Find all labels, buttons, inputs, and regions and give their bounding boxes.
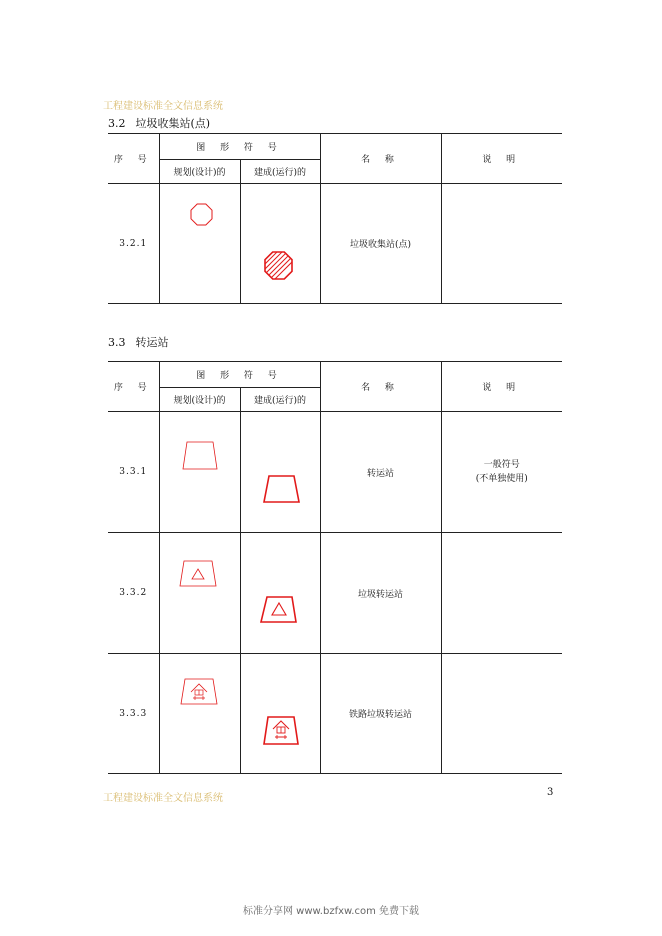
header-graphic-symbol: 图 形 符 号 bbox=[159, 134, 320, 160]
built-symbol-cell bbox=[240, 533, 320, 654]
row-note bbox=[441, 533, 562, 654]
page-number: 3 bbox=[547, 787, 554, 798]
header-planned: 规划(设计)的 bbox=[159, 388, 240, 412]
table-row bbox=[108, 412, 562, 533]
section-3-2-title bbox=[108, 115, 210, 131]
planned-symbol-cell bbox=[159, 654, 240, 774]
section-3-3-title bbox=[108, 334, 169, 350]
row-name: 垃圾收集站(点) bbox=[320, 184, 441, 304]
row-seq: 3.3.1 bbox=[108, 412, 159, 533]
header-seq: 序 号 bbox=[108, 362, 159, 412]
row-name: 转运站 bbox=[320, 412, 441, 533]
row-name: 铁路垃圾转运站 bbox=[320, 654, 441, 774]
header-note: 说 明 bbox=[441, 134, 562, 184]
header-built: 建成(运行)的 bbox=[240, 388, 320, 412]
trapezoid-triangle-bold-icon bbox=[241, 533, 321, 654]
section-title-text: 垃圾收集站(点) bbox=[135, 117, 211, 130]
row-seq: 3.3.2 bbox=[108, 533, 159, 654]
planned-symbol-cell bbox=[159, 533, 240, 654]
railway-trapezoid-outline-icon bbox=[160, 654, 241, 774]
row-seq: 3.3.3 bbox=[108, 654, 159, 774]
header-name: 名 称 bbox=[320, 134, 441, 184]
trapezoid-bold-icon bbox=[241, 412, 321, 533]
built-symbol-cell bbox=[240, 184, 320, 304]
built-symbol-cell bbox=[240, 654, 320, 774]
table-row bbox=[108, 184, 562, 304]
watermark-top: 工程建设标准全文信息系统 bbox=[103, 101, 223, 112]
row-seq: 3.2.1 bbox=[108, 184, 159, 304]
row-note bbox=[441, 412, 562, 533]
planned-symbol-cell bbox=[159, 184, 240, 304]
note-line: 一般符号 bbox=[483, 460, 520, 470]
row-name: 垃圾转运站 bbox=[320, 533, 441, 654]
header-name: 名 称 bbox=[320, 362, 441, 412]
section-number: 3.2 bbox=[108, 117, 126, 130]
trapezoid-triangle-outline-icon bbox=[160, 533, 241, 654]
header-graphic-symbol: 图 形 符 号 bbox=[159, 362, 320, 388]
octagon-hatched-icon bbox=[241, 184, 321, 304]
symbol-table-3-2 bbox=[108, 133, 562, 304]
note-line: (不单独使用) bbox=[475, 474, 528, 484]
symbol-table-3-3 bbox=[108, 361, 562, 774]
table-row bbox=[108, 533, 562, 654]
header-note: 说 明 bbox=[441, 362, 562, 412]
header-planned: 规划(设计)的 bbox=[159, 160, 240, 184]
row-note bbox=[441, 654, 562, 774]
header-built: 建成(运行)的 bbox=[240, 160, 320, 184]
section-number: 3.3 bbox=[108, 336, 126, 349]
download-footer: 标准分享网 www.bzfxw.com 免费下载 bbox=[243, 906, 419, 917]
planned-symbol-cell bbox=[159, 412, 240, 533]
octagon-outline-icon bbox=[160, 184, 241, 304]
section-title-text: 转运站 bbox=[135, 336, 169, 349]
header-seq: 序 号 bbox=[108, 134, 159, 184]
row-note bbox=[441, 184, 562, 304]
trapezoid-outline-icon bbox=[160, 412, 241, 533]
railway-trapezoid-bold-icon bbox=[241, 654, 321, 774]
built-symbol-cell bbox=[240, 412, 320, 533]
watermark-bottom: 工程建设标准全文信息系统 bbox=[103, 793, 223, 804]
table-row bbox=[108, 654, 562, 774]
